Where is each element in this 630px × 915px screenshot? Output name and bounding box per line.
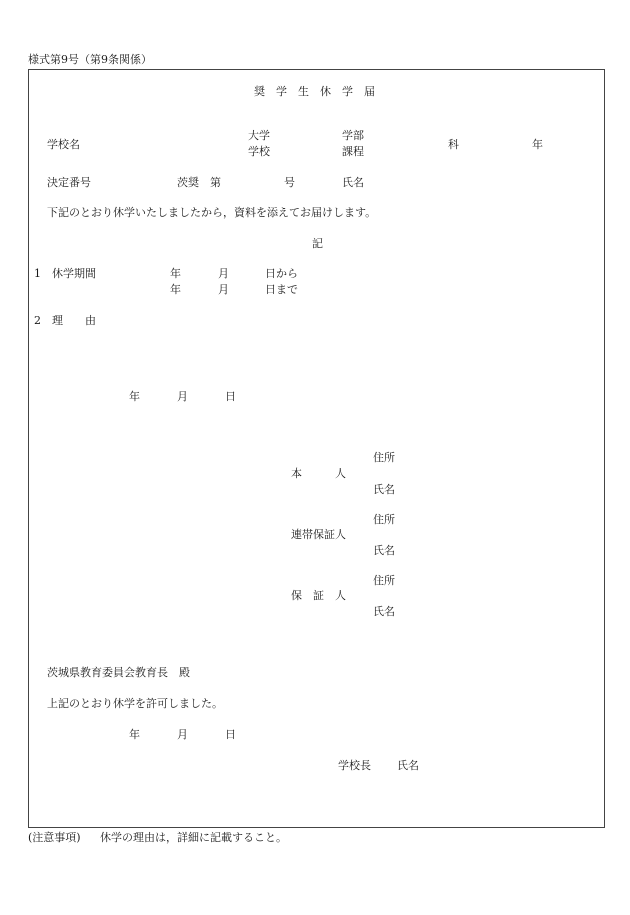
date1-month: 月 — [177, 390, 188, 403]
approval-text: 上記のとおり休学を許可しました。 — [47, 697, 223, 710]
ka-label: 科 — [448, 138, 459, 151]
hosho-address-label: 住所 — [373, 574, 395, 587]
item2-label: 理 由 — [52, 314, 96, 327]
principal-name-label: 氏名 — [397, 759, 419, 772]
ki-heading: 記 — [312, 237, 323, 250]
addressee: 茨城県教育委員会教育長 殿 — [47, 666, 190, 679]
hosho-label: 保 証 人 — [291, 589, 346, 602]
nen-label: 年 — [532, 138, 543, 151]
date2-month: 月 — [177, 728, 188, 741]
form-title: 奨 学 生 休 学 届 — [254, 85, 375, 98]
date1-day: 日 — [225, 390, 236, 403]
note-label: (注意事項) — [28, 831, 81, 844]
decision-number-label: 決定番号 — [47, 176, 91, 189]
hosho-name-label: 氏名 — [373, 605, 395, 618]
rentai-name-label: 氏名 — [373, 544, 395, 557]
item1-number: 1 — [34, 267, 41, 280]
school-name-label: 学校名 — [47, 138, 80, 151]
date2-year: 年 — [129, 728, 140, 741]
university-label: 大学 — [248, 129, 270, 142]
form-number: 様式第9号（第9条関係） — [28, 53, 152, 66]
honnin-name-label: 氏名 — [373, 483, 395, 496]
item1-to-year: 年 — [170, 283, 181, 296]
honnin-label: 本 人 — [291, 467, 346, 480]
ibashou-label: 茨奨 第 — [177, 176, 221, 189]
item2-number: 2 — [34, 314, 41, 327]
item1-from-year: 年 — [170, 267, 181, 280]
principal-label: 学校長 — [338, 759, 371, 772]
rentai-label: 連帯保証人 — [291, 528, 346, 541]
department-label: 学部 — [342, 129, 364, 142]
school-label: 学校 — [248, 145, 270, 158]
student-name-label: 氏名 — [342, 176, 364, 189]
course-label: 課程 — [342, 145, 364, 158]
honnin-address-label: 住所 — [373, 451, 395, 464]
rentai-address-label: 住所 — [373, 513, 395, 526]
intro-text: 下記のとおり休学いたしましたから，資料を添えてお届けします。 — [47, 206, 377, 219]
form-frame — [28, 69, 605, 828]
go-label: 号 — [284, 176, 295, 189]
item1-from-day: 日から — [265, 267, 298, 280]
note-text: 休学の理由は，詳細に記載すること。 — [100, 831, 287, 844]
item1-to-month: 月 — [218, 283, 229, 296]
item1-from-month: 月 — [218, 267, 229, 280]
item1-to-day: 日まで — [265, 283, 298, 296]
date2-day: 日 — [225, 728, 236, 741]
item1-label: 休学期間 — [52, 267, 96, 280]
date1-year: 年 — [129, 390, 140, 403]
